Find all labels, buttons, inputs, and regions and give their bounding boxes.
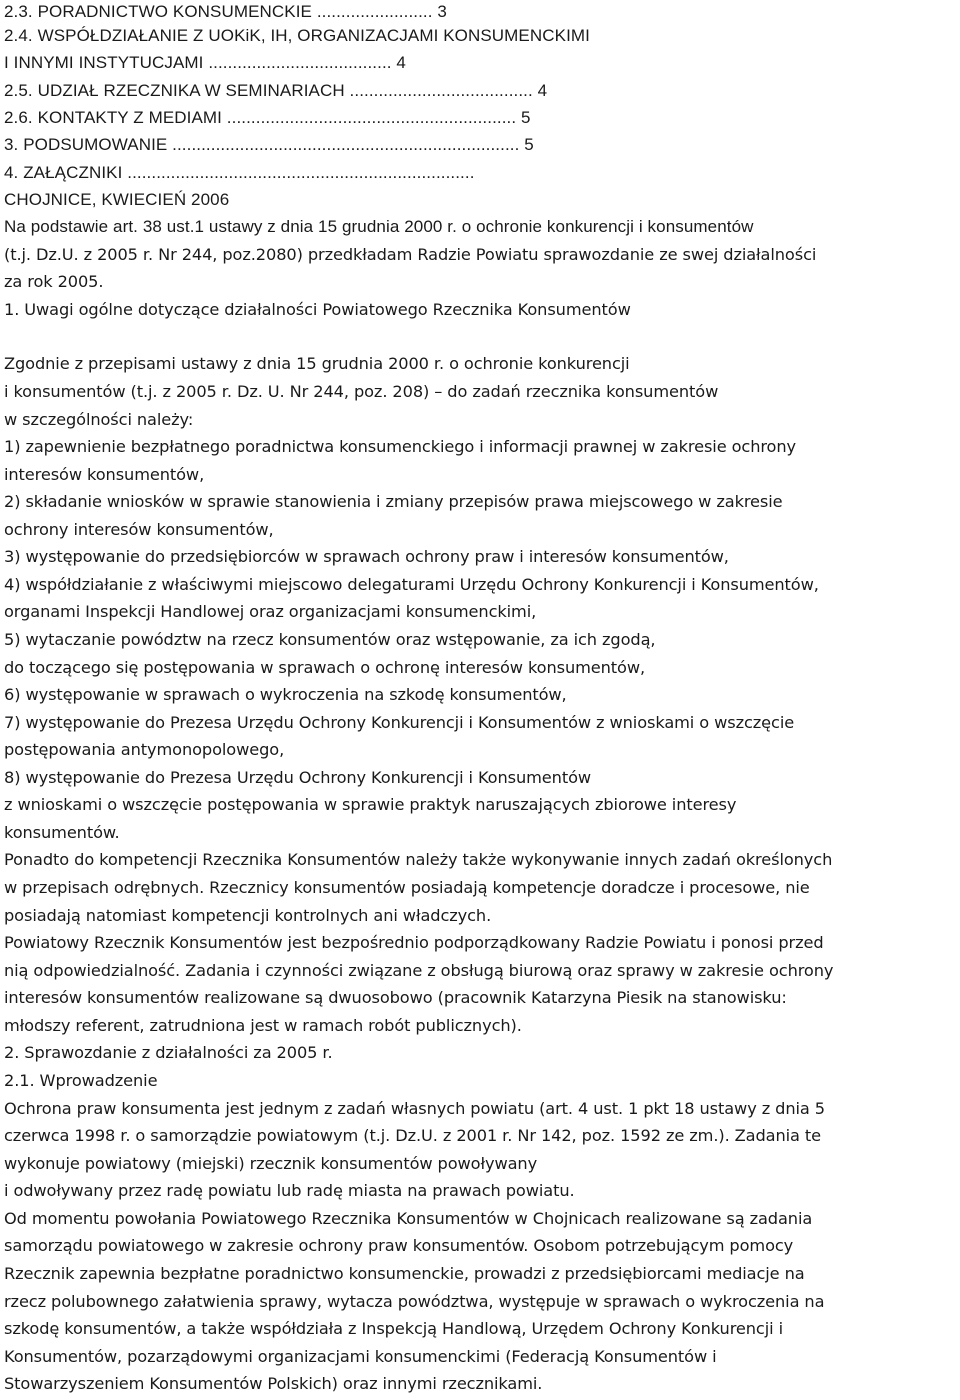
list-item: 4) współdziałanie z właściwymi miejscowo delegaturami Urzędu Ochrony Konkurencji i Konsumentów, xyxy=(4,575,819,594)
body-line: Ponadto do kompetencji Rzecznika Konsumentów należy także wykonywanie innych zadań określonych xyxy=(4,850,833,869)
body-line: samorządu powiatowego w zakresie ochrony praw konsumentów. Osobom potrzebującym pomocy xyxy=(4,1236,794,1255)
toc-entry-2-6: 2.6. KONTAKTY Z MEDIAMI ............................................................ 5 xyxy=(4,108,531,127)
section-heading-2-1: 2.1. Wprowadzenie xyxy=(4,1071,158,1090)
body-line: szkodę konsumentów, a także współdziała z Inspekcją Handlową, Urzędem Ochrony Konkurencji i xyxy=(4,1319,783,1338)
toc-entry-2-5: 2.5. UDZIAŁ RZECZNIKA W SEMINARIACH ...................................... 4 xyxy=(4,81,548,100)
list-item: 7) występowanie do Prezesa Urzędu Ochrony Konkurencji i Konsumentów z wnioskami o wszczęcie xyxy=(4,713,795,732)
body-line: i konsumentów (t.j. z 2005 r. Dz. U. Nr 244, poz. 208) – do zadań rzecznika konsumentów xyxy=(4,382,719,401)
place-and-date: CHOJNICE, KWIECIEŃ 2006 xyxy=(4,190,230,209)
body-line: posiadają natomiast kompetencji kontrolnych ani władczych. xyxy=(4,906,492,925)
list-item-continued: postępowania antymonopolowego, xyxy=(4,740,285,759)
list-item-continued: ochrony interesów konsumentów, xyxy=(4,520,274,539)
body-line: interesów konsumentów realizowane są dwuosobowo (pracownik Katarzyna Piesik na stanowisku: xyxy=(4,988,787,1007)
toc-entry-2-4: 2.4. WSPÓŁDZIAŁANIE Z UOKiK, IH, ORGANIZACJAMI KONSUMENCKIMI xyxy=(4,26,590,45)
toc-entry-2-3: 2.3. PORADNICTWO KONSUMENCKIE ........................ 3 xyxy=(4,2,447,21)
body-line: Konsumentów, pozarządowymi organizacjami konsumenckimi (Federacją Konsumentów i xyxy=(4,1347,717,1366)
body-line: Od momentu powołania Powiatowego Rzecznika Konsumentów w Chojnicach realizowane są zadania xyxy=(4,1209,813,1228)
body-line: Ochrona praw konsumenta jest jednym z zadań własnych powiatu (art. 4 ust. 1 pkt 18 ustawy z dnia 5 xyxy=(4,1099,825,1118)
body-line: wykonuje powiatowy (miejski) rzecznik konsumentów powoływany xyxy=(4,1154,538,1173)
list-item-continued: organami Inspekcji Handlowej oraz organizacjami konsumenckimi, xyxy=(4,602,537,621)
intro-line: Na podstawie art. 38 ust.1 ustawy z dnia 15 grudnia 2000 r. o ochronie konkurencji i konsumentów xyxy=(4,217,754,236)
toc-entry-2-4-continued: I INNYMI INSTYTUCJAMI ...................................... 4 xyxy=(4,53,406,72)
list-item-continued: do toczącego się postępowania w sprawach o ochronę interesów konsumentów, xyxy=(4,658,646,677)
body-line: Zgodnie z przepisami ustawy z dnia 15 grudnia 2000 r. o ochronie konkurencji xyxy=(4,354,630,373)
body-line: w szczególności należy: xyxy=(4,410,194,429)
body-line: młodszy referent, zatrudniona jest w ramach robót publicznych). xyxy=(4,1016,522,1035)
body-line: czerwca 1998 r. o samorządzie powiatowym (t.j. Dz.U. z 2001 r. Nr 142, poz. 1592 ze zm.). Zadania te xyxy=(4,1126,821,1145)
list-item: 5) wytaczanie powództw na rzecz konsumentów oraz wstępowanie, za ich zgodą, xyxy=(4,630,656,649)
toc-entry-3: 3. PODSUMOWANIE ........................................................................ 5 xyxy=(4,135,534,154)
intro-line: (t.j. Dz.U. z 2005 r. Nr 244, poz.2080) przedkładam Radzie Powiatu sprawozdanie ze swej działalności xyxy=(4,245,817,264)
body-line: Rzecznik zapewnia bezpłatne poradnictwo konsumenckie, prowadzi z przedsiębiorcami mediacje na xyxy=(4,1264,805,1283)
list-item-continued: interesów konsumentów, xyxy=(4,465,205,484)
list-item: 1) zapewnienie bezpłatnego poradnictwa konsumenckiego i informacji prawnej w zakresie ochrony xyxy=(4,437,797,456)
body-line: Stowarzyszeniem Konsumentów Polskich) oraz innymi rzecznikami. xyxy=(4,1374,543,1393)
body-line: rzecz polubownego załatwienia sprawy, wytacza powództwa, występuje w sprawach o wykroczenia na xyxy=(4,1292,825,1311)
list-item: 2) składanie wniosków w sprawie stanowienia i zmiany przepisów prawa miejscowego w zakresie xyxy=(4,492,783,511)
list-item: 8) występowanie do Prezesa Urzędu Ochrony Konkurencji i Konsumentów xyxy=(4,768,592,787)
section-heading-1: 1. Uwagi ogólne dotyczące działalności Powiatowego Rzecznika Konsumentów xyxy=(4,300,631,319)
list-item: 3) występowanie do przedsiębiorców w sprawach ochrony praw i interesów konsumentów, xyxy=(4,547,729,566)
body-line: i odwoływany przez radę powiatu lub radę miasta na prawach powiatu. xyxy=(4,1181,575,1200)
section-heading-2: 2. Sprawozdanie z działalności za 2005 r. xyxy=(4,1043,333,1062)
list-item: 6) występowanie w sprawach o wykroczenia na szkodę konsumentów, xyxy=(4,685,567,704)
toc-entry-4: 4. ZAŁĄCZNIKI ........................................................................ xyxy=(4,163,475,182)
intro-line: za rok 2005. xyxy=(4,272,104,291)
list-item-continued: konsumentów. xyxy=(4,823,120,842)
list-item-continued: z wnioskami o wszczęcie postępowania w sprawie praktyk naruszających zbiorowe interesy xyxy=(4,795,737,814)
body-line: w przepisach odrębnych. Rzecznicy konsumentów posiadają kompetencje doradcze i procesowe, nie xyxy=(4,878,810,897)
body-line: nią odpowiedzialność. Zadania i czynności związane z obsługą biurową oraz sprawy w zakresie ochrony xyxy=(4,961,834,980)
body-line: Powiatowy Rzecznik Konsumentów jest bezpośrednio podporządkowany Radzie Powiatu i ponosi przed xyxy=(4,933,824,952)
